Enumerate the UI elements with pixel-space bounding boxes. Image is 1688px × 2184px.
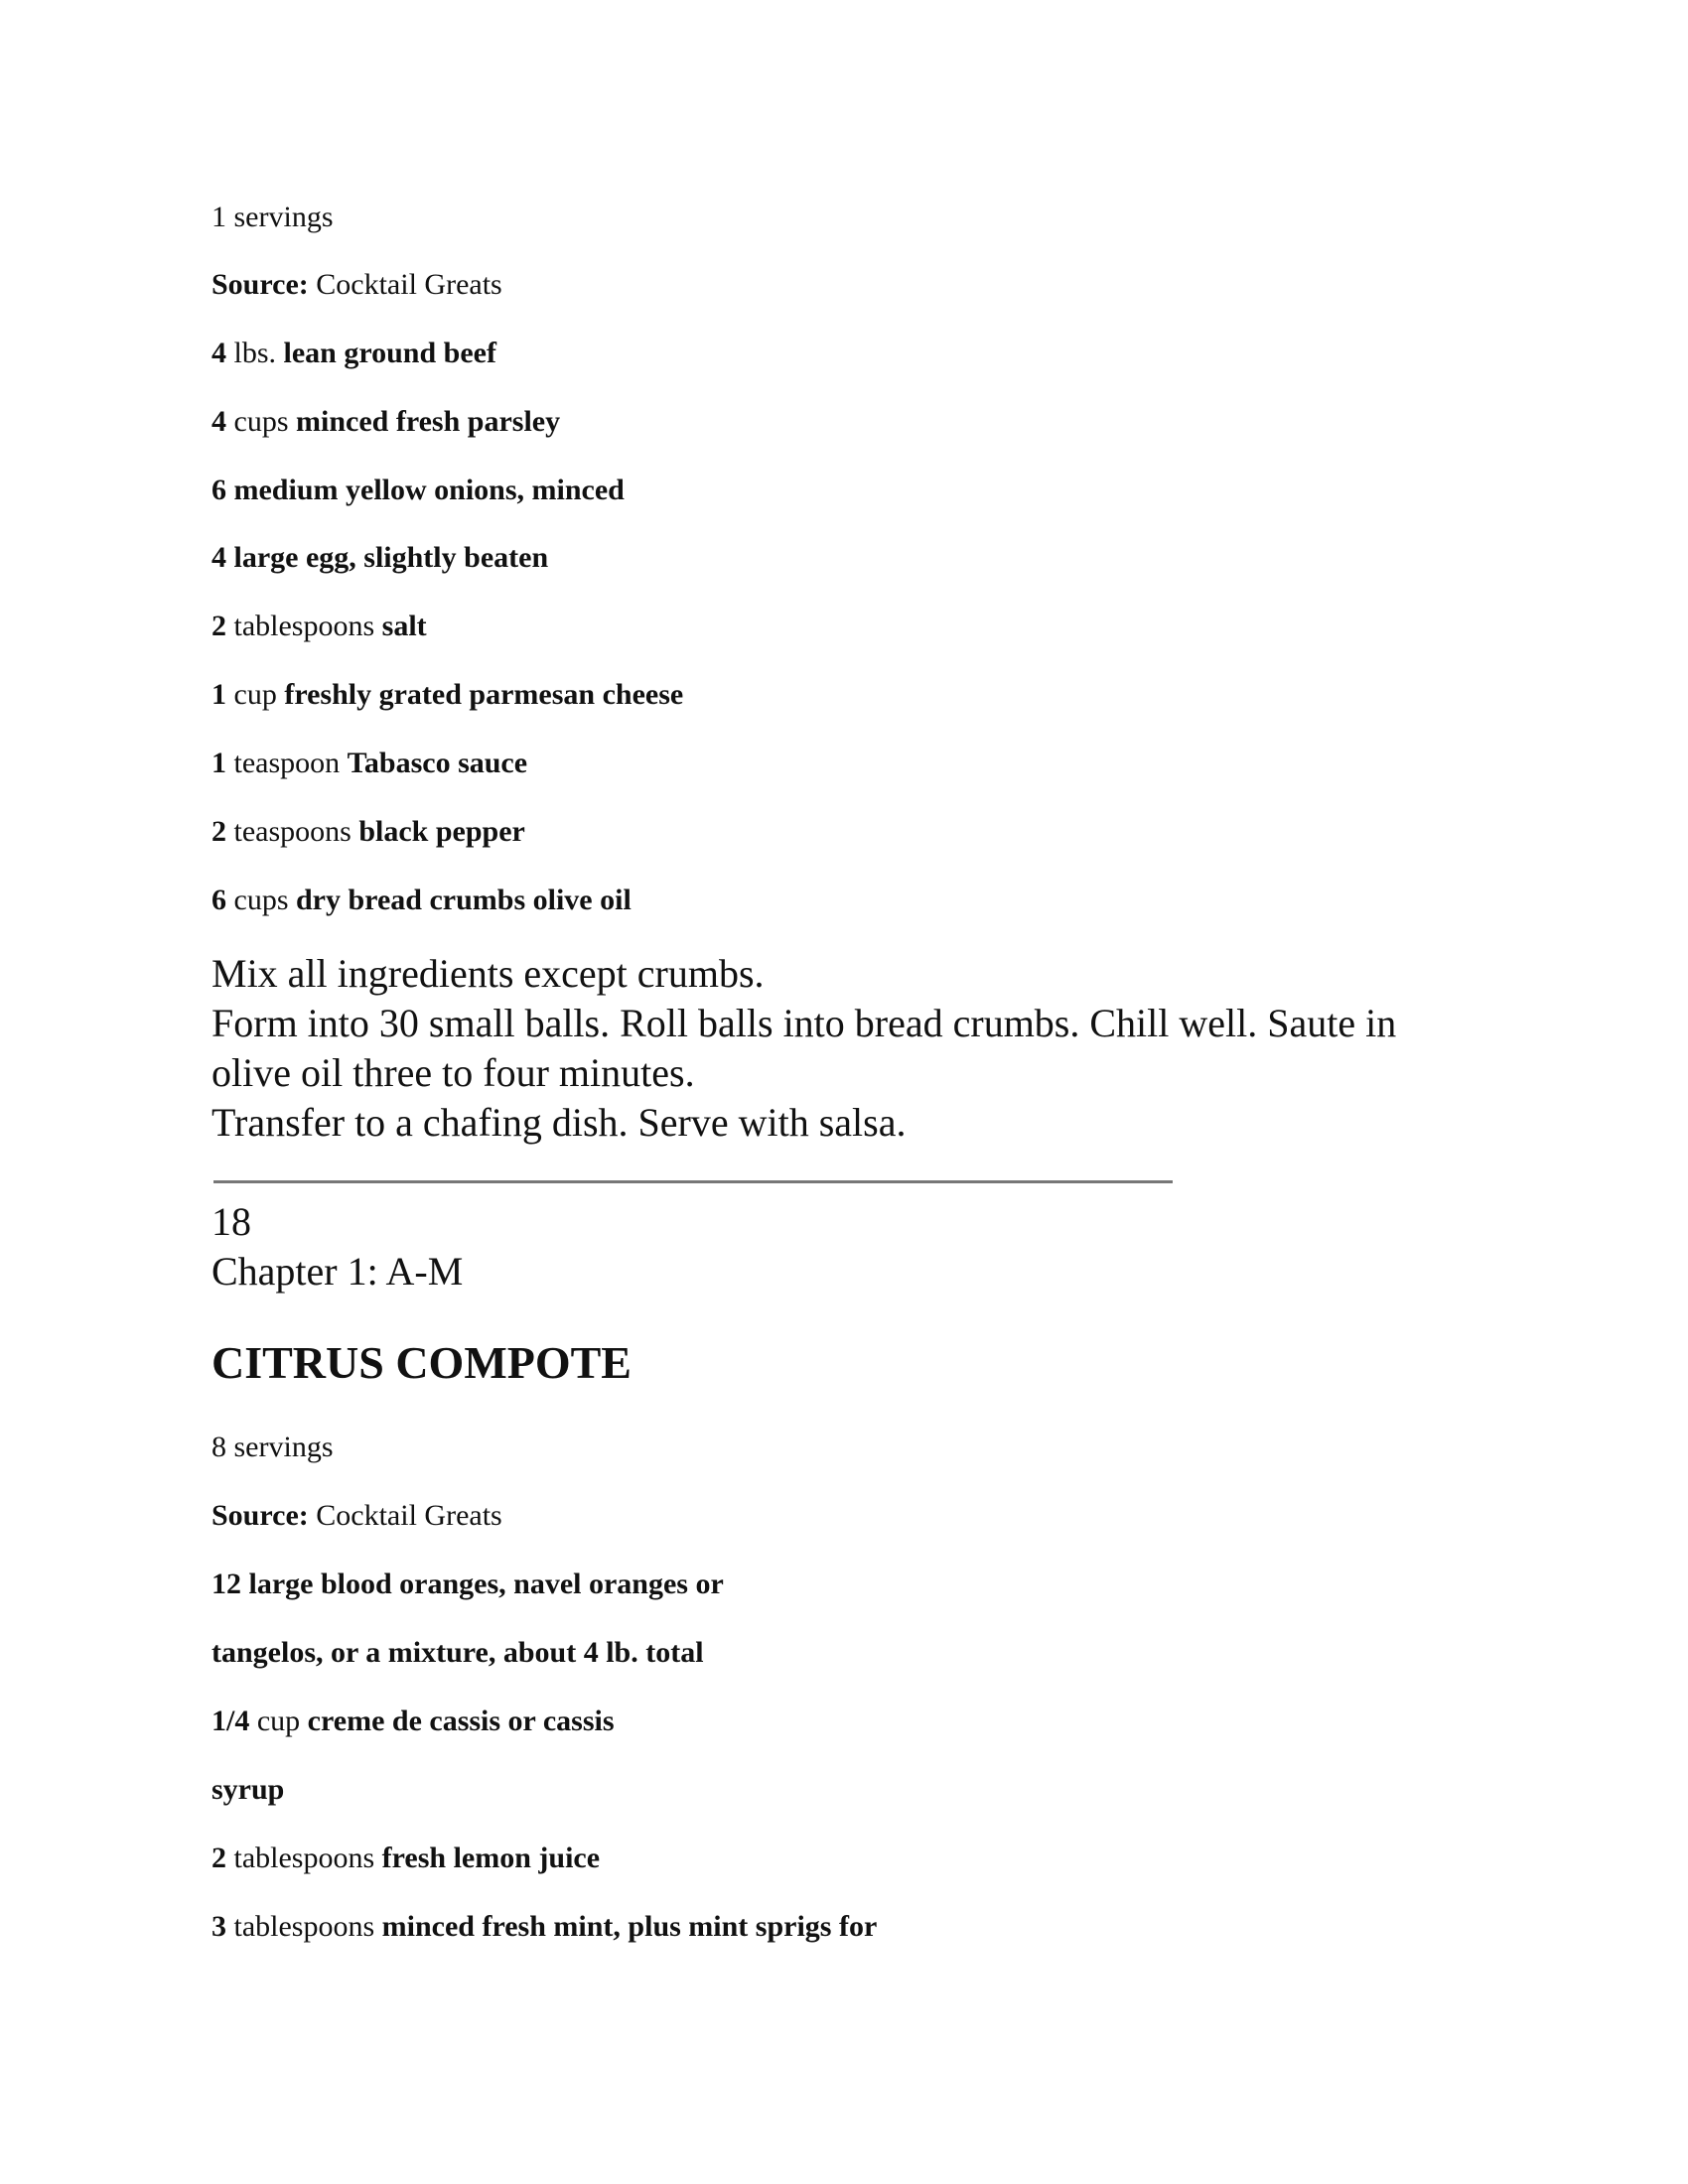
ingredient-line bbox=[211, 1841, 600, 1876]
ingredient-qty: 4 bbox=[211, 405, 226, 438]
instruction-line: Form into 30 small balls. Roll balls into bread crumbs. Chill well. Saute in bbox=[211, 1001, 1397, 1045]
ingredient-line bbox=[211, 404, 560, 440]
ingredient-qty: 2 bbox=[211, 815, 226, 848]
ingredient-unit: tablespoons bbox=[233, 1910, 375, 1943]
ingredient-line bbox=[211, 540, 548, 576]
ingredient-qty: 2 bbox=[211, 1842, 226, 1874]
source-label: Source: bbox=[211, 1499, 309, 1532]
ingredient-item: creme de cassis or cassis bbox=[307, 1705, 615, 1737]
instruction-line: olive oil three to four minutes. bbox=[211, 1050, 695, 1095]
ingredient-item: 4 large egg, slightly beaten bbox=[211, 541, 549, 574]
servings-text: 8 servings bbox=[211, 1431, 334, 1463]
ingredient-line bbox=[211, 746, 527, 781]
ingredient-unit: cups bbox=[233, 405, 289, 438]
source-value: Cocktail Greats bbox=[316, 1499, 502, 1532]
ingredient-qty: 1 bbox=[211, 678, 226, 711]
ingredient-unit: tablespoons bbox=[233, 610, 375, 642]
ingredient-line bbox=[211, 883, 632, 918]
source-line bbox=[211, 1498, 502, 1534]
ingredient-item: black pepper bbox=[358, 815, 525, 848]
ingredient-line bbox=[211, 609, 427, 644]
ingredient-item: fresh lemon juice bbox=[381, 1842, 601, 1874]
ingredient-qty: 4 bbox=[211, 337, 226, 369]
ingredient-line bbox=[211, 1909, 877, 1945]
ingredient-unit: tablespoons bbox=[233, 1842, 375, 1874]
ingredient-item: minced fresh mint, plus mint sprigs for bbox=[381, 1910, 878, 1943]
ingredient-item: syrup bbox=[211, 1773, 285, 1806]
instruction-line: Mix all ingredients except crumbs. bbox=[211, 951, 765, 996]
servings-text: 1 servings bbox=[211, 201, 334, 233]
ingredient-line bbox=[211, 1567, 724, 1602]
ingredient-unit: cup bbox=[256, 1705, 301, 1737]
ingredient-item: tangelos, or a mixture, about 4 lb. total bbox=[211, 1636, 704, 1669]
ingredient-item: dry bread crumbs olive oil bbox=[296, 884, 632, 916]
source-line bbox=[211, 267, 502, 303]
ingredient-item: lean ground beef bbox=[283, 337, 496, 369]
ingredient-item: Tabasco sauce bbox=[347, 747, 528, 779]
ingredient-unit: cup bbox=[233, 678, 277, 711]
ingredient-unit: lbs. bbox=[233, 337, 277, 369]
recipe-title: CITRUS COMPOTE bbox=[211, 1337, 632, 1388]
ingredient-line bbox=[211, 473, 625, 508]
ingredient-line bbox=[211, 677, 683, 713]
page-divider bbox=[213, 1180, 1173, 1183]
ingredient-unit: cups bbox=[233, 884, 289, 916]
ingredient-qty: 1 bbox=[211, 747, 226, 779]
chapter-heading: Chapter 1: A-M bbox=[211, 1249, 464, 1294]
ingredient-line bbox=[211, 336, 496, 371]
ingredient-unit: teaspoons bbox=[233, 815, 352, 848]
ingredient-qty: 2 bbox=[211, 610, 226, 642]
ingredient-item: 12 large blood oranges, navel oranges or bbox=[211, 1568, 724, 1600]
ingredient-qty: 3 bbox=[211, 1910, 226, 1943]
ingredient-line bbox=[211, 814, 525, 850]
ingredient-item: salt bbox=[381, 610, 427, 642]
ingredient-qty: 1/4 bbox=[211, 1705, 250, 1737]
ingredient-item: freshly grated parmesan cheese bbox=[284, 678, 684, 711]
ingredient-item: 6 medium yellow onions, minced bbox=[211, 474, 625, 506]
ingredient-line bbox=[211, 1635, 704, 1671]
source-label: Source: bbox=[211, 268, 309, 301]
source-value: Cocktail Greats bbox=[316, 268, 502, 301]
ingredient-item: minced fresh parsley bbox=[296, 405, 561, 438]
page-number: 18 bbox=[211, 1199, 251, 1244]
ingredient-qty: 6 bbox=[211, 884, 226, 916]
ingredient-unit: teaspoon bbox=[233, 747, 341, 779]
instruction-line: Transfer to a chafing dish. Serve with salsa. bbox=[211, 1100, 907, 1145]
ingredient-line bbox=[211, 1704, 615, 1739]
ingredient-line bbox=[211, 1772, 284, 1808]
